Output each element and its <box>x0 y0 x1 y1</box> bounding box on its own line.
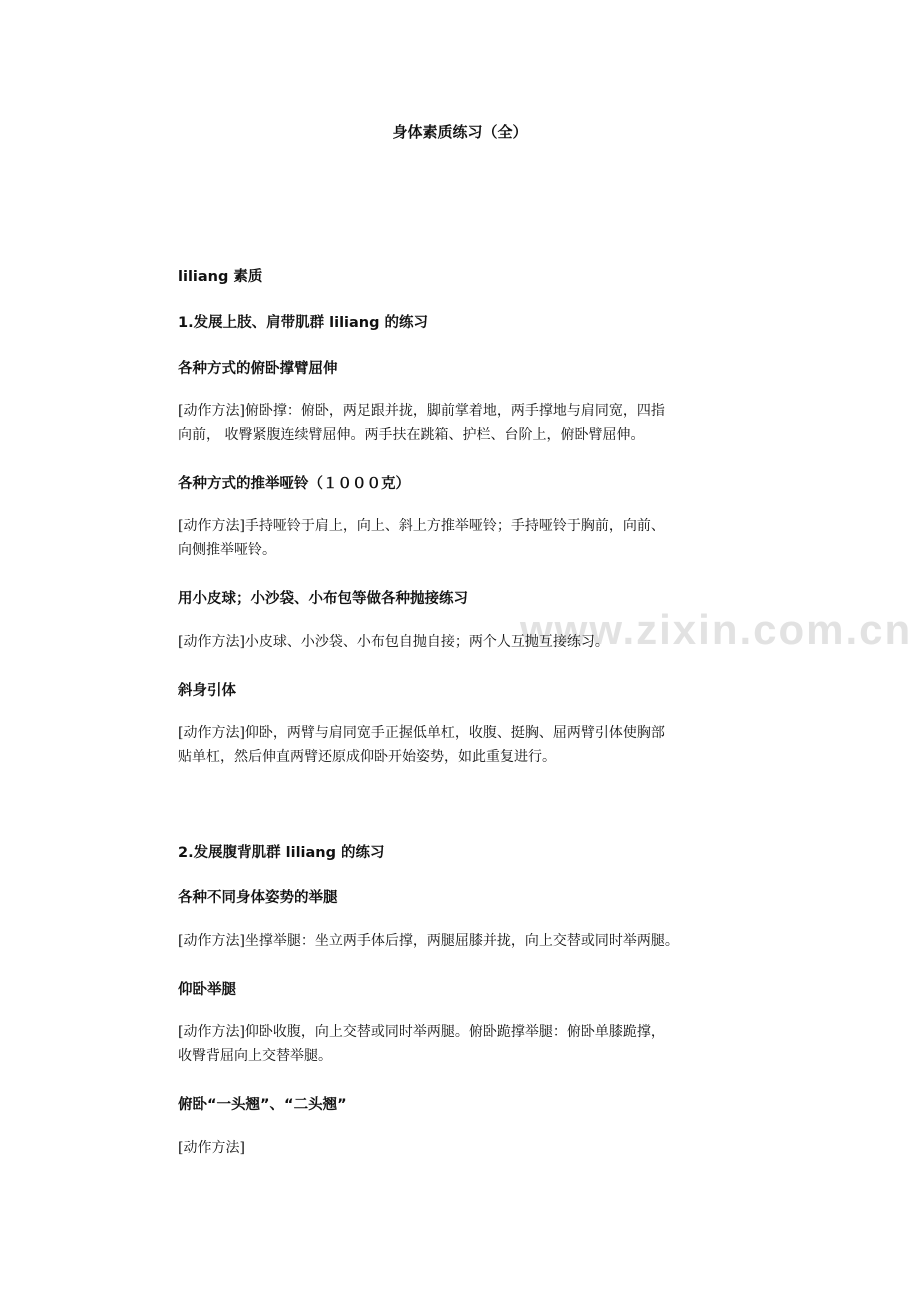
section-heading-strength: liliang 素质 <box>178 269 263 285</box>
method-paragraph-dumbbell <box>178 514 748 562</box>
paragraph-line: [动作方法]仰卧收腹，向上交替或同时举两腿。俯卧跪撑举腿：俯卧单膝跪撑， <box>178 1024 665 1040</box>
exercise-heading-incline-pullup: 斜身引体 <box>178 683 236 699</box>
method-paragraph-incline-pullup <box>178 721 748 769</box>
method-paragraph-supine-leg-raise <box>178 1020 748 1068</box>
method-paragraph-pushup <box>178 399 748 447</box>
paragraph-line: [动作方法]仰卧，两臂与肩同宽手正握低单杠，收腹、挺胸、屈两臂引体使胸部 <box>178 725 665 741</box>
method-paragraph-leg-raise <box>178 929 748 953</box>
paragraph-line: 收臀背屈向上交替举腿。 <box>178 1048 332 1064</box>
exercise-heading-prone-raise: 俯卧“一头翘”、“二头翘” <box>178 1097 347 1113</box>
watermark: www.zixin.com.cn <box>520 606 913 653</box>
paragraph-line: [动作方法]坐撑举腿：坐立两手体后撑，两腿屈膝并拢，向上交替或同时举两腿。 <box>178 933 679 949</box>
method-paragraph-prone-raise <box>178 1136 748 1160</box>
paragraph-line: [动作方法] <box>178 1140 245 1156</box>
paragraph-line: [动作方法]小皮球、小沙袋、小布包自抛自接；两个人互抛互接练习。 <box>178 634 609 650</box>
exercise-heading-leg-raise: 各种不同身体姿势的举腿 <box>178 890 338 906</box>
paragraph-line: 向侧推举哑铃。 <box>178 542 276 558</box>
page-title: 身体素质练习（全） <box>392 123 528 141</box>
paragraph-line: [动作方法]手持哑铃于肩上，向上、斜上方推举哑铃；手持哑铃于胸前，向前、 <box>178 518 665 534</box>
method-paragraph-throw-catch <box>178 630 748 654</box>
paragraph-line: 贴单杠，然后伸直两臂还原成仰卧开始姿势，如此重复进行。 <box>178 749 556 765</box>
exercise-heading-throw-catch: 用小皮球；小沙袋、小布包等做各种抛接练习 <box>178 591 468 607</box>
exercise-heading-dumbbell: 各种方式的推举哑铃（１０００克） <box>178 476 410 492</box>
paragraph-line: [动作方法]俯卧撑：俯卧，两足跟并拢，脚前掌着地，两手撑地与肩同宽，四指 <box>178 403 665 419</box>
section-heading-abdomen-back: 2.发展腹背肌群 liliang 的练习 <box>178 845 385 861</box>
exercise-heading-supine-leg-raise: 仰卧举腿 <box>178 982 236 998</box>
paragraph-line: 向前， 收臀紧腹连续臂屈伸。两手扶在跳箱、护栏、台阶上，俯卧臂屈伸。 <box>178 427 645 443</box>
section-heading-upper-limb: 1.发展上肢、肩带肌群 liliang 的练习 <box>178 315 429 331</box>
exercise-heading-pushup: 各种方式的俯卧撑臂屈伸 <box>178 361 338 377</box>
